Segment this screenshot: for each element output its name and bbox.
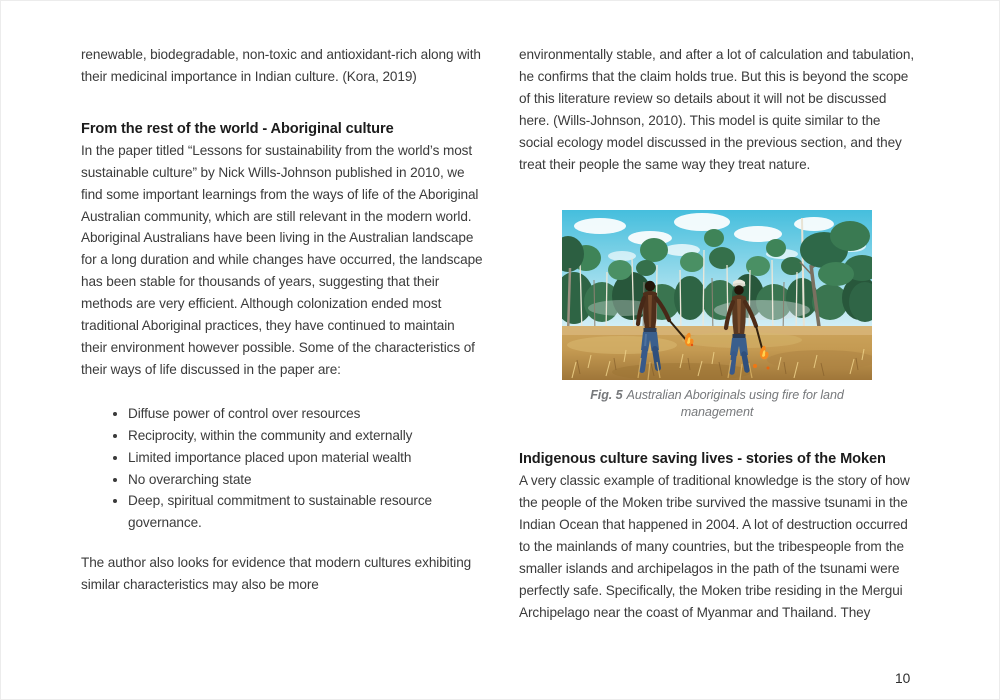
paragraph-medicinal-culture: renewable, biodegradable, non-toxic and antioxidant-rich along with their medicinal importance in Indian culture. (Kora, 2019) xyxy=(81,47,481,84)
list-item: • No overarching state xyxy=(128,469,483,491)
paragraph-model-comparison: environmentally stable, and after a lot of calculation and tabulation, he confirms that the claim holds true. But this is beyond the scope of this literature review so details about it will not be discussed here. (Wills-Johnson, 2010). This model is quite similar to the social ecology model discussed in the previous section, and they treat their people the same way they treat nature. xyxy=(519,47,915,172)
figure-caption-label: Fig. 5 xyxy=(590,388,623,403)
figure-5 xyxy=(562,210,872,421)
paragraph-moken-tsunami: A very classic example of traditional knowledge is the story of how the people of the Moken tribe survived the massive tsunami in the Indian Ocean that happened in 2004. A lot of destruction occurred to the mainlands of many countries, but the tribespeople from the smaller islands and archipelagos in the path of the tsunami were perfectly safe. Specifically, the Moken tribe residing in the Mergui Archipelago near the coast of Myanmar and Thailand. They xyxy=(519,473,910,620)
paragraph-author-evidence: The author also looks for evidence that modern cultures exhibiting similar characteristics may also be more xyxy=(81,555,472,593)
characteristics-bullet-list xyxy=(81,403,483,534)
aboriginal-fire-photo xyxy=(562,210,872,380)
page-number: 10 xyxy=(895,671,911,686)
left-column xyxy=(81,44,483,596)
figure-caption xyxy=(562,387,872,421)
section-heading-aboriginal-culture: From the rest of the world - Aboriginal culture xyxy=(81,120,394,137)
figure-caption-text: Australian Aboriginals using fire for land management xyxy=(626,388,844,420)
right-column xyxy=(519,44,915,624)
list-item: • Diffuse power of control over resources xyxy=(128,403,483,425)
paragraph-wills-johnson-paper: In the paper titled “Lessons for sustainability from the world’s most sustainable culture” by Nick Wills-Johnson published in 2010, we find some important learnings from the ways of life of the Aboriginal Australian community, which are still relevant in the modern world. Aboriginal Australians have been living in the Australian landscape for a long duration and while changes have occurred, the landscape has been stable for thousands of years, suggesting that their methods are very efficient. Although colonization ended most traditional Aboriginal practices, they have continued to maintain their environment however possible. Some of the characteristics of their ways of life discussed in the paper are: xyxy=(81,142,483,377)
list-item: • Deep, spiritual commitment to sustainable resource governance. xyxy=(128,490,483,534)
list-item: • Limited importance placed upon material wealth xyxy=(128,447,483,469)
list-item: • Reciprocity, within the community and externally xyxy=(128,425,483,447)
section-heading-moken: Indigenous culture saving lives - stories of the Moken xyxy=(519,451,886,468)
